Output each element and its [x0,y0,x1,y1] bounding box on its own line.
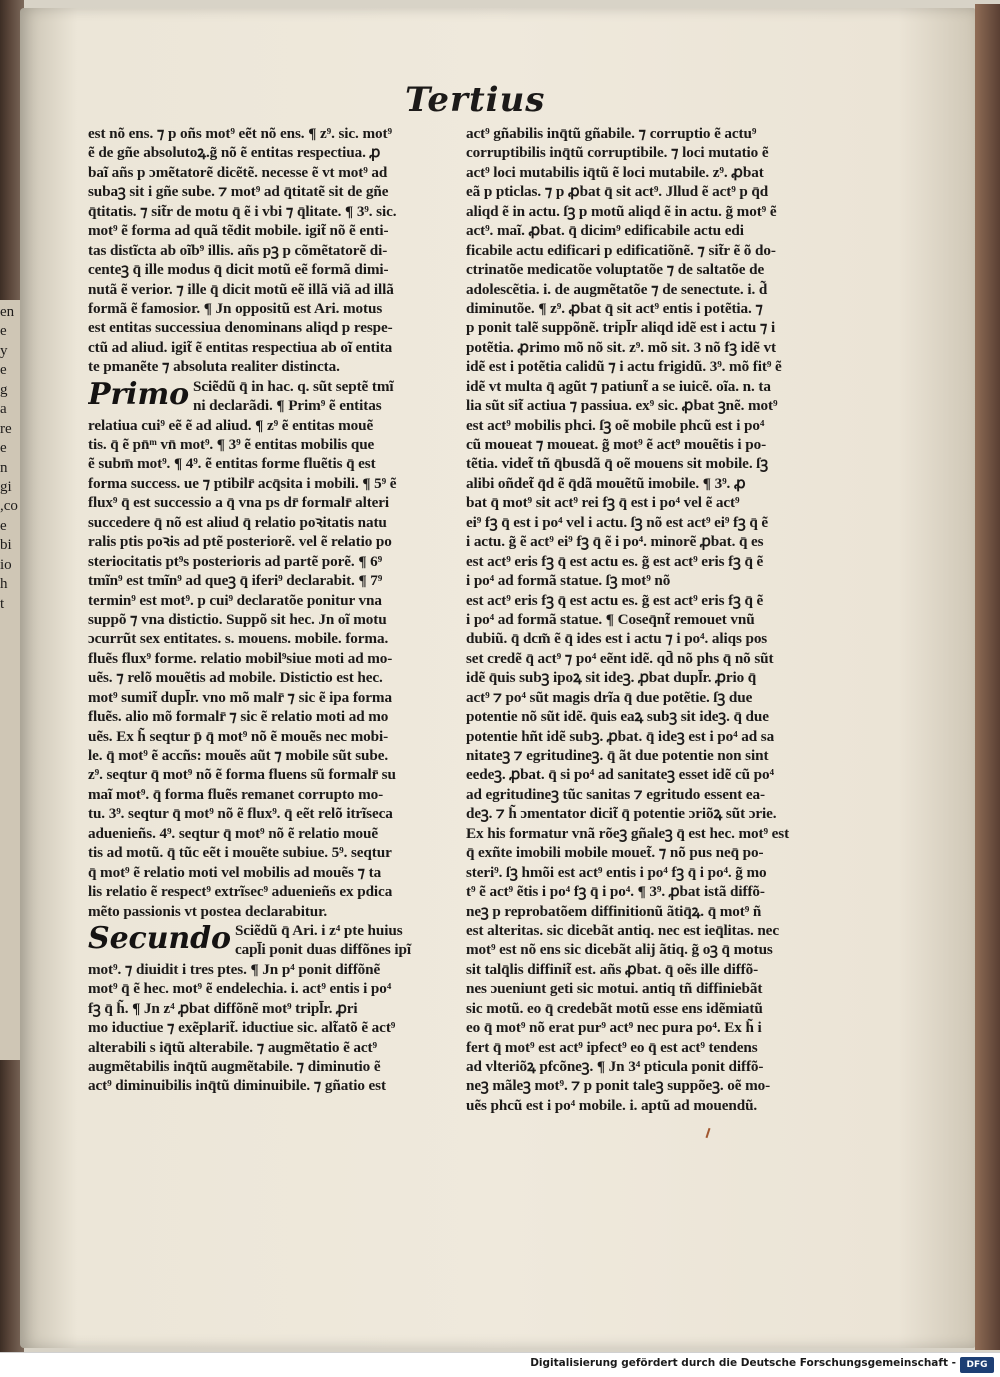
text-line: est alteritas. sic dicebãt antiq. nec est ieq̄litas. nec [466,921,779,939]
text-line: adolescẽtia. i. de augmẽtatõe ⁊ de senectute. i. d̃ [466,280,768,298]
text-line: sic motũ. eo q̄ credebãt motũ esse ens idẽmiatũ [466,999,763,1017]
text-line: ralis ptis poꝛis ad ptẽ posteriorẽ. vel ẽ relatio po [88,533,392,551]
text-line: eã p pticlas. ⁊ p ꝓbat q̄ sit act⁹. Jllud ẽ act⁹ p q̄d [466,183,769,201]
margin-fragment: n [0,459,8,475]
text-line: tas distĩcta ab oĩb⁹ illis. añs pꝫ p cõmẽtatorẽ di- [88,241,388,259]
text-line: idẽ q̄uis subꝫ ipoꝝ sit ideꝫ. ꝓbat dupl̄r. ꝓrio q̄ [466,669,757,687]
text-line: potentie nõ sũt idẽ. q̄uis eaꝝ subꝫ sit ideꝫ. q̄ due [466,708,769,726]
text-line: alterabili s iq̄tũ alterabile. ⁊ augmẽtatio ẽ act⁹ [88,1038,377,1056]
text-line: tis. q̄ ẽ pn̄ᵐ vn̄ mot⁹. ¶ 3⁹ ẽ entitas mobilis que [88,436,375,453]
text-line: eedeꝫ. ꝓbat. q̄ si po⁴ ad sanitateꝫ esset idẽ cũ po⁴ [466,766,774,784]
text-line: fluẽs. alio mõ formalr̄ ⁊ sic ẽ relatio moti ad mo [88,708,389,726]
text-line: act⁹ ⁊ po⁴ sũt magis drĩa q̄ due potẽtie. ſꝫ due [466,688,753,706]
text-line: le. q̄ mot⁹ ẽ accñs: mouẽs aũt ⁊ mobile sũt sube. [88,747,389,764]
section-primo-body [88,416,460,921]
text-line: neꝫ p reprobatõem diffinitionũ ãtiq̄ꝝ. q̄ mot⁹ ñ [466,902,762,920]
text-line: ad vlteriõꝝ pfcõneꝫ. ¶ Jn 3⁴ pticula ponit diffõ- [466,1058,764,1075]
initial-primo: Primo [88,376,190,412]
text-line: ɔcurrũt sex entitates. s. mouens. mobile. forma. [88,630,389,648]
text-line: uẽs. Ex h̃ seqtur p̄ q̄ mot⁹ nõ ẽ mouẽs nec mobi- [88,727,389,745]
text-line: termin⁹ est mot⁹. p cui⁹ declaratõe ponitur vna [88,591,382,609]
margin-fragment: e [0,517,7,534]
text-line: Sciẽdũ q̄ Ari. i z⁴ pte huius [234,921,403,939]
section-primo-head-lines [193,377,460,416]
text-line: q̄titatis. ⁊ sit̃r de motu q̄ ẽ i vbi ⁊ q̄litate. ¶ 3⁹. sic. [88,202,397,220]
margin-fragment: io [0,556,12,573]
text-line: p ponit talẽ suppõnẽ. tripl̄r aliqd idẽ est i actu ⁊ i [466,319,776,337]
text-line: aduenieñs. 4⁹. seqtur q̄ mot⁹ nõ ẽ relatio mouẽ [88,824,378,842]
text-line: z⁹. seqtur q̄ mot⁹ nõ ẽ forma fluens sũ formalr̄ su [88,766,396,784]
text-line: tẽtia. videt̃ tñ q̄busdã q̄ oẽ mouens sit mobile. ſꝫ [466,455,768,473]
text-line: nes ɔueniunt geti sic motui. antiq tñ diffiniebãt [466,980,763,998]
text-line: uẽs. ⁊ relõ mouẽtis ad mobile. Distictio est hec. [88,669,383,687]
text-line: capl̄i ponit duas diffõnes ipĩ [234,941,411,959]
text-line: corruptibilis inq̄tũ corruptibile. ⁊ loci mutatio ẽ [466,144,769,162]
text-line: set credẽ q̄ act⁹ ⁊ po⁴ eẽnt idẽ. qd̄ nõ phs q̄ nõ sũt [466,649,774,667]
text-line: neꝫ mãleꝫ mot⁹. ⁊ p ponit taleꝫ suppõeꝫ. oẽ mo- [466,1077,771,1095]
margin-fragment: y [0,342,8,359]
text-line: est act⁹ eris fꝫ q̄ est actu es. g̃ est act⁹ eris fꝫ q̄ ẽ [466,552,764,570]
text-line: centeꝫ q̄ ille modus q̄ dicit motũ eẽ formã dimi- [88,261,389,279]
initial-secundo: Secundo [88,920,231,956]
right-column-text [466,124,822,1115]
text-line: diminutõe. ¶ z⁹. ꝓbat q̄ sit act⁹ entis i potẽtia. ⁊ [466,299,763,317]
text-line: ficabile actu edificari p edificatiõnẽ. ⁊ sit̃r ẽ õ do- [466,241,776,259]
text-line: i po⁴ ad formã statue. ſꝫ mot⁹ nõ [466,572,671,590]
text-line: est nõ ens. ⁊ p oñs mot⁹ eẽt nõ ens. ¶ z⁹. sic. mot⁹ [88,125,392,142]
text-line: sit talq̄lis diffinit̃ est. añs ꝓbat. q̄ oẽs ille diffõ- [466,960,759,978]
text-line: succedere q̄ nõ est aliud q̄ relatio poꝛitatis natu [88,513,387,531]
text-line: forma success. ue ⁊ ptibilr̄ acq̄sita i mobili. ¶ 5⁹ ẽ [88,474,397,492]
text-line: i po⁴ ad formã statue. ¶ Coseq̄nt̃ remouet vnũ [466,610,755,628]
margin-fragment: re [0,420,12,437]
section-secundo-head [88,921,460,960]
text-line: maĩ mot⁹. q̄ forma fluẽs remanet corrupto mo- [88,785,384,803]
text-line: subaꝫ sit i gñe sube. ⁊ mot⁹ ad q̄titatẽ sit de gñe [88,183,389,201]
text-line: nutã ẽ verior. ⁊ ille q̄ dicit motũ eẽ illã viã ad illã [88,280,394,298]
text-line: act⁹. maĩ. ꝓbat. q̄ dicim⁹ edificabile actu edi [466,222,744,240]
text-line: dubiũ. q̄ dcm̃ ẽ q̄ ides est i actu ⁊ i po⁴. aliqs pos [466,630,768,648]
footer-credit-text: Digitalisierung gefördert durch die Deutsche Forschungsgemeinschaft - [530,1357,956,1369]
text-line: act⁹ loci mutabilis iq̄tũ ẽ loci mutabile. z⁹. ꝓbat [466,163,764,181]
right-column [466,124,822,1134]
text-line: formã ẽ famosior. ¶ Jn oppositũ est Ari. motus [88,299,383,317]
text-line: suppõ ⁊ vna distictio. Suppõ sit hec. Jn oĩ motu [88,610,387,628]
margin-fragment: e [0,323,7,339]
text-line: ei⁹ fꝫ q̄ est i po⁴ vel i actu. ſꝫ nõ est act⁹ ei⁹ fꝫ q̄ ẽ [466,513,769,531]
text-line: lis relatio ẽ respect⁹ extrĩsec⁹ aduenieñs ex pdica [88,883,393,901]
margin-fragment: g [0,381,8,398]
text-line: est act⁹ eris fꝫ q̄ est actu es. g̃ est act⁹ eris fꝫ q̄ ẽ [466,591,764,609]
text-line: potentie hñt idẽ subꝫ. ꝓbat. q̄ ideꝫ est i po⁴ ad sa [466,727,775,745]
text-line: nitateꝫ ⁊ egritudineꝫ. q̄ ãt due potentie non sint [466,747,769,764]
margin-fragment: t [0,595,5,611]
text-line: relatiua cui⁹ eẽ ẽ ad aliud. ¶ z⁹ ẽ entitas mouẽ [88,416,374,434]
text-line: est entitas successiua denominans aliqd p respe- [88,319,393,337]
text-line: steri⁹. ſꝫ hmõi est act⁹ entis i po⁴ fꝫ q̄ i po⁴. g̃ mo [466,863,767,881]
text-line: uẽs phcũ est i po⁴ mobile. i. aptũ ad mouendũ. [466,1096,758,1114]
text-line: ctũ ad aliud. igit̃ ẽ entitas respectiua ab oĩ entita [88,338,393,356]
margin-fragment: e [0,362,7,378]
text-line: mot⁹ sumit̃ dupl̄r. vno mõ malr̄ ⁊ sic ẽ ipa forma [88,688,392,706]
text-line: te pmanẽte ⁊ absoluta realiter distincta. [88,358,340,376]
text-line: lia sũt sit̃ actiua ⁊ passiua. ex⁹ sic. ꝓbat ꝫnẽ. mot⁹ [466,397,778,415]
text-line: t⁹ ẽ act⁹ ẽtis i po⁴ fꝫ q̄ i po⁴. ¶ 3⁹. ꝓbat istã diffõ- [466,883,765,901]
dfg-logo: DFG [960,1357,994,1373]
text-line: ni declarãdi. ¶ Prim⁹ ẽ entitas [193,397,382,415]
text-line: baĩ añs p ɔmẽtatorẽ dicẽtẽ. necesse ẽ vt mot⁹ ad [88,163,388,181]
text-line: cũ moueat ⁊ moueat. g̃ mot⁹ ẽ act⁹ mouẽtis i po- [466,436,767,453]
text-line: tis ad motũ. q̄ tũc eẽt i mouẽte subiue. 5⁹. seqtur [88,844,392,862]
text-line: aliqd ẽ in actu. ſꝫ p motũ aliqd ẽ in actu. g̃ mot⁹ ẽ [466,202,777,220]
margin-fragment: gi [0,478,12,495]
text-line: augmẽtabilis inq̄tũ augmẽtabile. ⁊ diminutio ẽ [88,1058,381,1075]
text-line: Ex his formatur vnã rõeꝫ gñaleꝫ q̄ est hec. mot⁹ est [466,824,790,842]
text-line: Sciẽdũ q̄ in hac. q. sũt septẽ tmĩ [193,377,394,395]
margin-fragment: h [0,576,8,592]
margin-fragment: ,co [0,498,18,514]
text-line: ctrinatõe medicatõe voluptatõe ⁊ de saltatõe de [466,261,765,279]
section-secundo-body [88,960,460,1096]
text-line: mot⁹ ẽ forma ad quã tẽdit mobile. igit̃ nõ ẽ enti- [88,222,389,240]
text-line: i actu. g̃ ẽ act⁹ ei⁹ fꝫ q̄ ẽ i po⁴. minorẽ ꝓbat. q̄ es [466,533,764,551]
margin-fragment: en [0,304,15,320]
text-line: fꝫ q̄ h̃. ¶ Jn z⁴ ꝓbat diffõnẽ mot⁹ tripl̄r. ꝓri [88,999,358,1017]
text-line: fert q̄ mot⁹ est act⁹ ipfect⁹ eo q̄ est act⁹ tendens [466,1038,758,1056]
margin-fragments [0,300,22,1060]
margin-fragment: e [0,440,7,456]
left-column [88,124,460,1134]
section-secundo-head-lines [235,921,460,960]
text-line: eo q̄ mot⁹ nõ erat pur⁹ act⁹ nec pura po⁴. Ex h̃ i [466,1019,762,1037]
text-line: tu. 3⁹. seqtur q̄ mot⁹ nõ ẽ flux⁹. q̄ eẽt relõ itrĩseca [88,805,393,823]
text-line: bat q̄ mot⁹ sit act⁹ rei fꝫ q̄ est i po⁴ vel ẽ act⁹ [466,494,740,512]
text-line: idẽ vt multa q̄ agũt ⁊ patiunt̃ a se iuicẽ. oĩa. n. ta [466,377,771,395]
book-edge-right [975,4,1000,1350]
text-line: mẽto passionis vt postea declarabitur. [88,902,328,920]
left-column-opening-text [88,124,460,377]
section-primo-head [88,377,460,416]
running-head: Tertius [405,80,546,120]
text-line: steriocitatis pt⁹s posterioris ad partẽ porẽ. ¶ 6⁹ [88,552,383,570]
text-line: ad egritudineꝫ tũc sanitas ⁊ egritudo essent ea- [466,785,765,803]
text-line: est act⁹ mobilis phci. ſꝫ oẽ mobile phcũ est i po⁴ [466,416,765,434]
text-line: flux⁹ q̄ est successio a q̄ vna ps dr̄ formalr̄ alteri [88,494,390,512]
footer-bar [0,1352,1000,1377]
text-line: q̄ mot⁹ ẽ relatio moti vel mobilis ad mouẽs ⁊ ta [88,863,382,881]
text-line: fluẽs flux⁹ forme. relatio mobil⁹siue moti ad mo- [88,649,393,667]
text-line: ẽ subm̄ mot⁹. ¶ 4⁹. ẽ entitas forme fluẽtis q̄ est [88,455,376,473]
text-line: tmĩn⁹ est tmĩn⁹ ad queꝫ q̄ iferi⁹ declarabit. ¶ 7⁹ [88,572,383,590]
text-line: act⁹ gñabilis inq̄tũ gñabile. ⁊ corruptio ẽ actu⁹ [466,125,757,142]
text-line: act⁹ diminuibilis inq̄tũ diminuibile. ⁊ gñatio est [88,1077,386,1095]
text-line: potẽtia. ꝓrimo mõ nõ sit. z⁹. mõ sit. 3 nõ fꝫ idẽ vt [466,338,776,356]
text-line: deꝫ. ⁊ h̃ ɔmentator dicit̃ q̄ potentie ɔriõꝝ sũt ɔrie. [466,805,777,823]
text-line: mo iductiue ⁊ exẽplarit̃. iductiue sic. alt̃atõ ẽ act⁹ [88,1019,396,1037]
text-line: alibi oñdet̃ q̄d ẽ q̄dã mouẽtũ imobile. ¶ 3⁹. ꝓ [466,474,746,492]
text-line: idẽ est i potẽtia calidũ ⁊ i actu frigidũ. 3⁹. mõ fit⁹ ẽ [466,358,782,376]
margin-fragment: a [0,401,7,417]
text-line: ẽ de gñe absolutoꝝ.g̃ nõ ẽ entitas respectiua. ꝓ [88,144,381,162]
text-line: q̄ exñte imobili mobile mouet̃. ⁊ nõ pus neq̄ po- [466,844,764,862]
text-line: mot⁹ q̄ ẽ hec. mot⁹ ẽ endelechia. i. act⁹ entis i po⁴ [88,980,392,998]
margin-fragment: bi [0,537,12,553]
text-line: mot⁹ est nõ ens sic dicebãt alij ãtiq. g̃ oꝫ q̄ motus [466,941,773,959]
text-line: mot⁹. ⁊ diuidit i tres ptes. ¶ Jn p⁴ ponit diffõnẽ [88,960,381,978]
